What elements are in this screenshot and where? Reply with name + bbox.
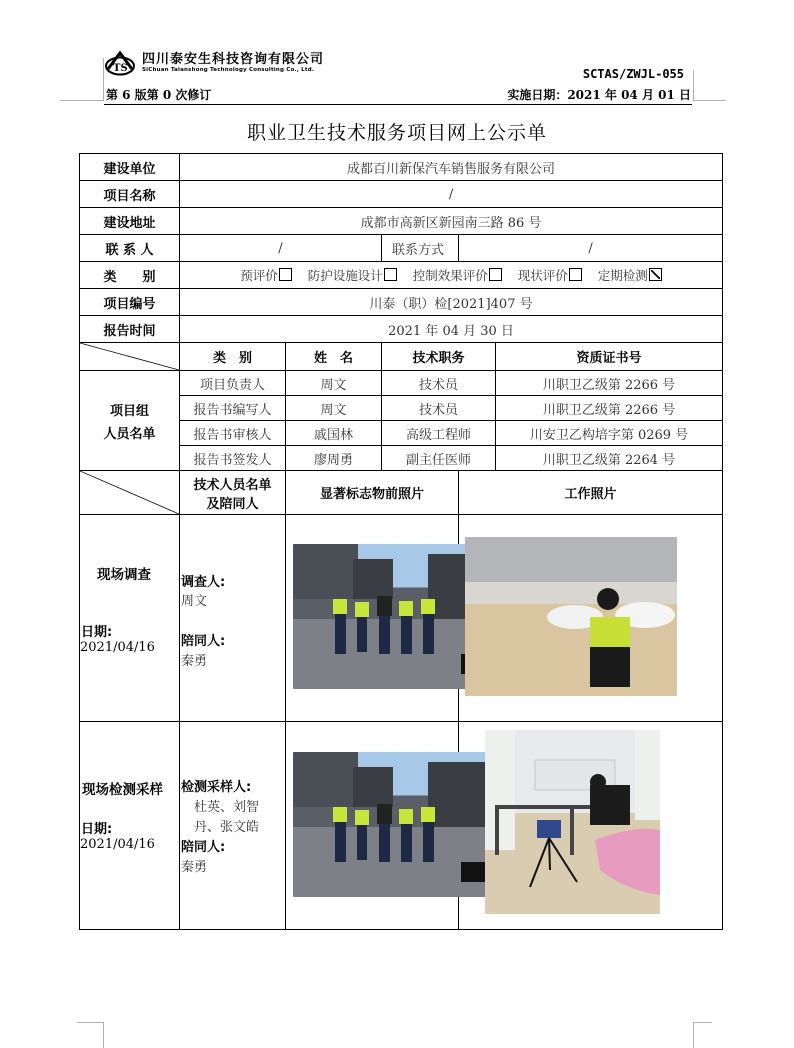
category-option-control-effect[interactable]: 控制效果评价 [413,268,502,283]
team-cert: 川安卫乙构培字第 0269 号 [496,421,723,446]
category-option-pre-evaluation[interactable]: 预评价 [240,268,292,283]
row-category [80,262,723,289]
diagonal-line-icon [80,343,179,370]
team-name: 周文 [286,396,382,421]
project-number-value: 川泰（职）检[2021]407 号 [180,289,723,316]
construction-unit-value: 成都百川新保汽车销售服务有限公司 [180,154,723,181]
address-value: 成都市高新区新园南三路 86 号 [180,208,723,235]
companion-value: 秦勇 [181,860,208,875]
work-photo-column-header: 工作照片 [459,471,723,515]
checkbox-unchecked-icon[interactable] [384,268,397,281]
team-name: 周文 [286,371,382,396]
surveyor-label: 调查人: [181,575,226,590]
company-name-cn: 四川泰安生科技咨询有限公司 [142,51,325,67]
team-col-title: 技术职务 [382,343,496,371]
site-sampling-row [80,722,723,930]
site-sampling-landmark-photo-cell [286,722,459,930]
team-title: 副主任医师 [382,446,496,471]
project-number-label: 项目编号 [80,289,180,316]
companion-value: 秦勇 [181,654,208,669]
effective-date: 实施日期：2021 年 04 月 01 日 [507,88,691,102]
category-option-periodic-detection[interactable]: 定期检测 [598,268,662,283]
team-row [80,371,723,396]
companion-label: 陪同人: [181,840,226,855]
construction-unit-label: 建设单位 [80,154,180,181]
team-role: 报告书签发人 [180,446,286,471]
stage-label: 现场调查 [97,567,151,583]
version-label: 第 6 版第 0 次修订 [106,88,212,102]
site-survey-landmark-photo-cell [286,515,459,722]
work-photo-image [465,537,677,696]
checkbox-unchecked-icon[interactable] [569,268,582,281]
companion-label: 陪同人: [181,634,226,649]
category-options [180,262,723,289]
sampling-work-photo[interactable] [485,730,660,914]
stage-label: 现场检测采样 [82,782,163,798]
site-survey-staff-cell [180,515,286,722]
diagonal-header-cell [80,471,180,515]
page-corner-mark-bottom-left [77,1022,104,1048]
header-divider [104,104,692,105]
landmark-photo-column-header: 显著标志物前照片 [286,471,459,515]
contact-person-value: / [180,235,382,262]
row-project-number [80,289,723,316]
contact-person-label: 联 系 人 [80,235,180,262]
row-contact [80,235,723,262]
team-title: 高级工程师 [382,421,496,446]
row-address [80,208,723,235]
sampler-value-line2: 丹、张文皓 [194,820,260,835]
category-option-status-evaluation[interactable]: 现状评价 [518,268,582,283]
sampler-value-line1: 杜英、刘智 [194,800,260,815]
contact-method-value: / [459,235,723,262]
company-logo-icon [104,50,138,76]
sampling-photo-image [485,730,660,914]
team-role: 项目负责人 [180,371,286,396]
staff-column-header: 技术人员名单 及陪同人 [180,471,286,515]
publicity-form-table [79,153,723,930]
site-survey-stage-cell [80,515,180,722]
project-name-label: 项目名称 [80,181,180,208]
team-title: 技术员 [382,396,496,421]
page-corner-mark-top-right [693,70,726,101]
diagonal-line-icon [80,471,179,514]
team-col-role: 类 别 [180,343,286,371]
site-survey-row [80,515,723,722]
team-col-cert: 资质证书号 [496,343,723,371]
work-photo[interactable] [465,537,677,696]
team-cert: 川职卫乙级第 2266 号 [496,396,723,421]
site-sampling-stage-cell [80,722,180,930]
team-cert: 川职卫乙级第 2266 号 [496,371,723,396]
photo-header-row [80,471,723,515]
site-sampling-staff-cell [180,722,286,930]
diagonal-header-cell [80,343,180,371]
svg-text:TS: TS [113,63,128,74]
surveyor-value: 周文 [181,594,208,609]
page-corner-mark-top-left [60,58,104,101]
date-label: 日期: [81,822,113,837]
team-col-name: 姓 名 [286,343,382,371]
project-team-label: 项目组 人员名单 [80,371,180,471]
team-role: 报告书编写人 [180,396,286,421]
team-header-row [80,343,723,371]
row-project-name [80,181,723,208]
date-label: 日期: [81,625,113,640]
company-name-en: SiChuan Taianshong Technology Consulting Co., Ltd. [142,66,315,73]
document-code: SCTAS/ZWJL-055 [582,67,684,81]
date-value: 2021/04/16 [80,640,155,655]
category-label: 类 别 [80,262,180,289]
team-title: 技术员 [382,371,496,396]
team-name: 戚国林 [286,421,382,446]
report-time-value: 2021 年 04 月 30 日 [180,316,723,343]
row-construction-unit [80,154,723,181]
site-survey-work-photo-cell [459,515,723,722]
page-corner-mark-bottom-right [693,1022,712,1048]
contact-method-label: 联系方式 [382,235,459,262]
sampler-label: 检测采样人: [181,780,252,795]
date-value: 2021/04/16 [80,837,155,852]
checkbox-unchecked-icon[interactable] [489,268,502,281]
category-option-protection-design[interactable]: 防护设施设计 [308,268,397,283]
team-name: 廖周勇 [286,446,382,471]
page-title: 职业卫生技术服务项目网上公示单 [246,122,547,144]
project-name-value: / [180,181,723,208]
row-report-time [80,316,723,343]
team-role: 报告书审核人 [180,421,286,446]
company-logo [104,50,324,76]
checkbox-unchecked-icon[interactable] [279,268,292,281]
team-cert: 川职卫乙级第 2264 号 [496,446,723,471]
report-time-label: 报告时间 [80,316,180,343]
checkbox-checked-icon[interactable] [649,268,662,281]
address-label: 建设地址 [80,208,180,235]
site-sampling-work-photo-cell [459,722,723,930]
